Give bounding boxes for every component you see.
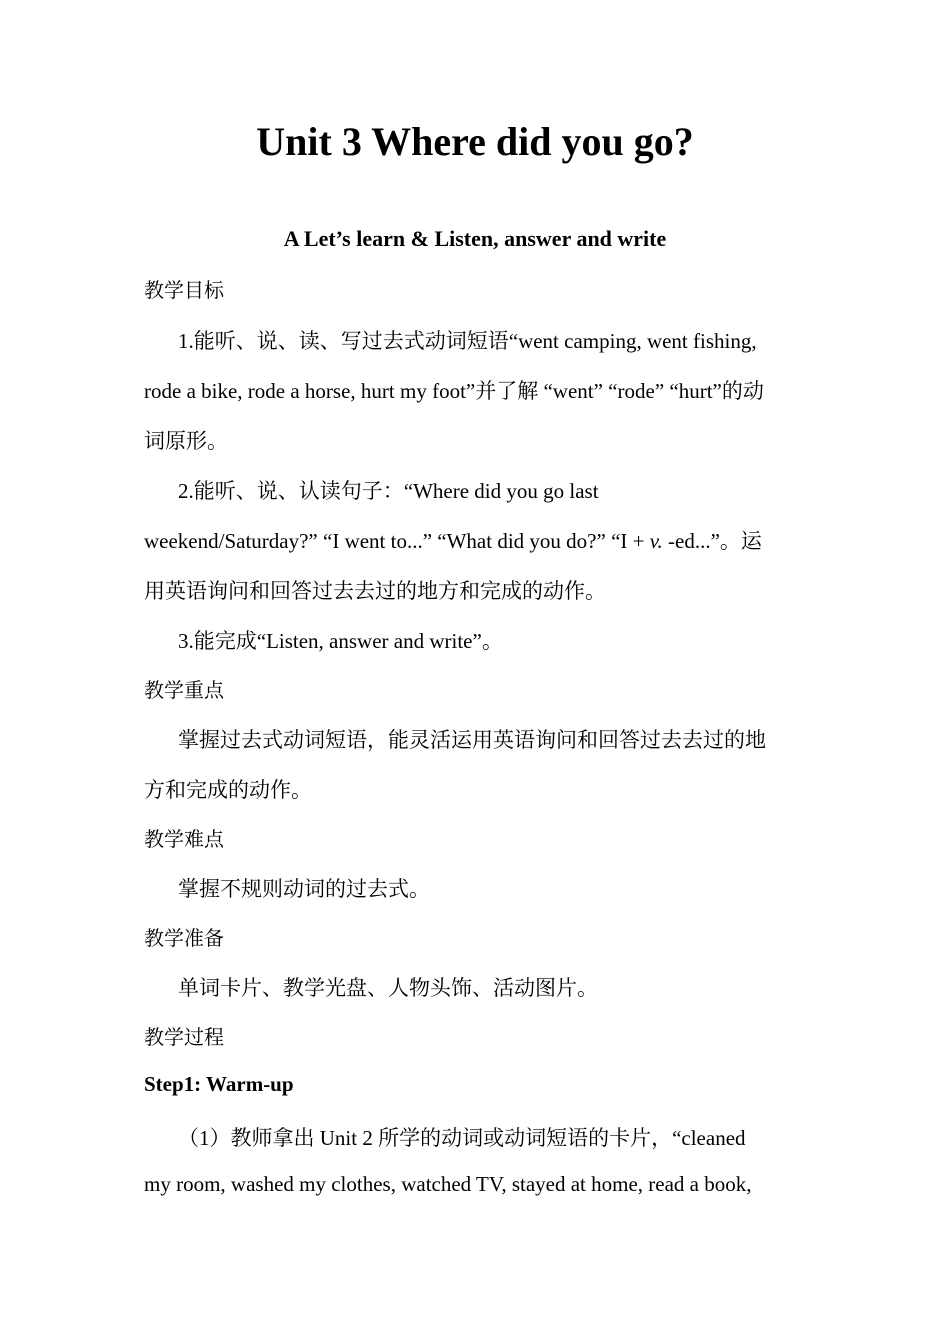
objective-1-line-3: 词原形。 <box>144 429 228 453</box>
objective-1-line-1: 1.能听、说、读、写过去式动词短语“went camping, went fishing, <box>178 329 757 353</box>
preparation-heading: 教学准备 <box>144 926 224 950</box>
objectives-heading: 教学目标 <box>144 278 224 302</box>
verb-abbreviation: v. <box>649 529 663 553</box>
objective-1-line-2: rode a bike, rode a horse, hurt my foot”并了解 “went” “rode” “hurt”的动 <box>144 379 764 403</box>
difficulties-heading: 教学难点 <box>144 827 224 851</box>
document-title: Unit 3 Where did you go? <box>256 119 694 164</box>
objective-2-line-3: 用英语询问和回答过去去过的地方和完成的动作。 <box>144 579 606 603</box>
key-points-line-2: 方和完成的动作。 <box>144 778 312 802</box>
objective-3: 3.能完成“Listen, answer and write”。 <box>178 629 503 653</box>
objective-2-line-2-part-b: -ed...”。运 <box>662 529 762 553</box>
objective-2-line-2-part-a: weekend/Saturday?” “I went to...” “What did you do?” “I + <box>144 529 650 553</box>
preparation-line-1: 单词卡片、教学光盘、人物头饰、活动图片。 <box>178 976 598 1000</box>
key-points-heading: 教学重点 <box>144 678 224 702</box>
step1-line-2: my room, washed my clothes, watched TV, stayed at home, read a book, <box>144 1172 752 1196</box>
step1-line-1: （1）教师拿出 Unit 2 所学的动词或动词短语的卡片，“cleaned <box>178 1126 746 1150</box>
objective-2-line-2 <box>144 525 762 555</box>
step1-title: Step1: Warm-up <box>144 1072 294 1096</box>
key-points-line-1: 掌握过去式动词短语，能灵活运用英语询问和回答过去去过的地 <box>178 728 766 752</box>
document-subtitle: A Let’s learn & Listen, answer and write <box>283 226 667 251</box>
difficulties-line-1: 掌握不规则动词的过去式。 <box>178 877 430 901</box>
process-heading: 教学过程 <box>144 1025 224 1049</box>
objective-2-line-1: 2.能听、说、认读句子：“Where did you go last <box>178 479 599 503</box>
